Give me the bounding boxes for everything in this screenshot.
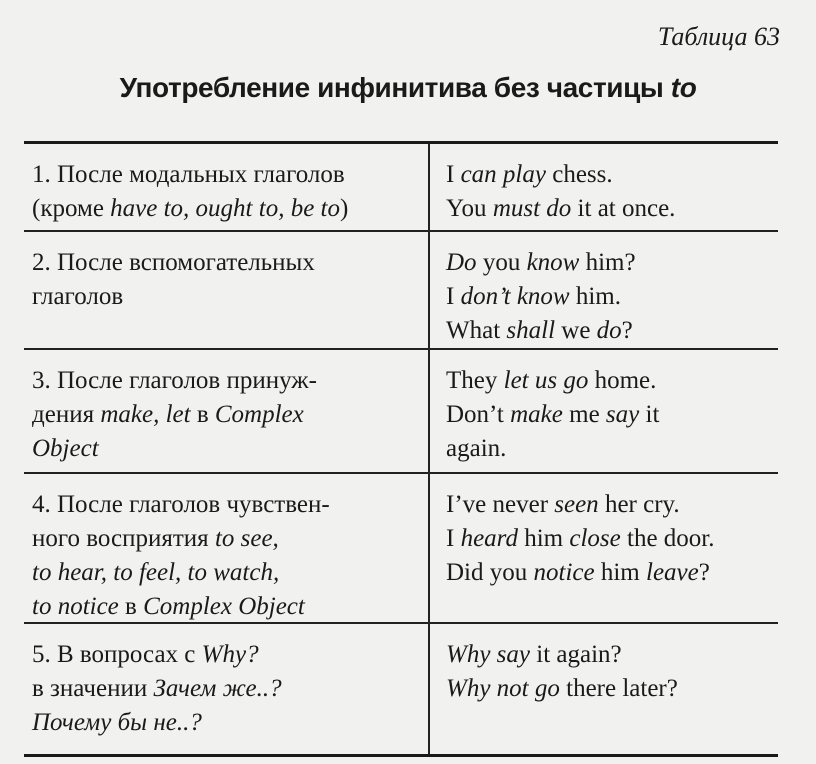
text-line: (кроме have to, ought to, be to) xyxy=(32,195,349,222)
text-line: 1. После модальных глаголов xyxy=(32,161,345,188)
text-line: Почему бы не..? xyxy=(32,709,202,736)
rule-cell xyxy=(24,474,430,622)
example-cell xyxy=(430,624,778,754)
rule-cell xyxy=(24,232,430,348)
table-row xyxy=(24,232,778,350)
text-line: Why say it again? xyxy=(446,641,622,668)
rule-cell xyxy=(24,350,430,472)
text-line: You must do it at once. xyxy=(446,195,676,222)
rule-cell xyxy=(24,144,430,230)
text-line: to hear, to feel, to watch, xyxy=(32,559,280,586)
text-line: I don’t know him. xyxy=(446,283,622,310)
text-line: ного восприятия to see, xyxy=(32,525,279,552)
text-line: Object xyxy=(32,435,99,462)
text-line: They let us go home. xyxy=(446,367,657,394)
table-row xyxy=(24,624,778,754)
example-cell xyxy=(430,144,778,230)
example-cell xyxy=(430,232,778,348)
table-number: Таблица 63 xyxy=(657,22,780,51)
text-line: Did you notice him leave? xyxy=(446,559,710,586)
text-line: 3. После глаголов принуж- xyxy=(32,367,317,394)
text-line: Do you know him? xyxy=(446,249,636,276)
text-line: What shall we do? xyxy=(446,317,633,344)
text-line: I can play chess. xyxy=(446,161,613,188)
table-title xyxy=(0,72,816,104)
text-line: Why not go there later? xyxy=(446,675,678,702)
table-title-italic: to xyxy=(670,72,697,103)
text-line: to notice в Complex Object xyxy=(32,593,305,620)
text-line: 2. После вспомогательных xyxy=(32,249,315,276)
text-line: глаголов xyxy=(32,283,124,310)
text-line: 4. После глаголов чувствен- xyxy=(32,491,330,518)
text-line: в значении Зачем же..? xyxy=(32,675,282,702)
usage-table xyxy=(24,141,778,757)
rule-cell xyxy=(24,624,430,754)
table-row xyxy=(24,350,778,474)
text-line: I’ve never seen her cry. xyxy=(446,491,680,518)
table-row xyxy=(24,474,778,624)
text-line: 5. В вопросах с Why? xyxy=(32,641,259,668)
text-line: I heard him close the door. xyxy=(446,525,715,552)
text-line: Don’t make me say it xyxy=(446,401,660,428)
text-line: дения make, let в Complex xyxy=(32,401,304,428)
table-row xyxy=(24,144,778,232)
table-title-text: Употребление инфинитива без частицы xyxy=(119,72,671,103)
example-cell xyxy=(430,474,778,622)
example-cell xyxy=(430,350,778,472)
text-line: again. xyxy=(446,435,507,462)
